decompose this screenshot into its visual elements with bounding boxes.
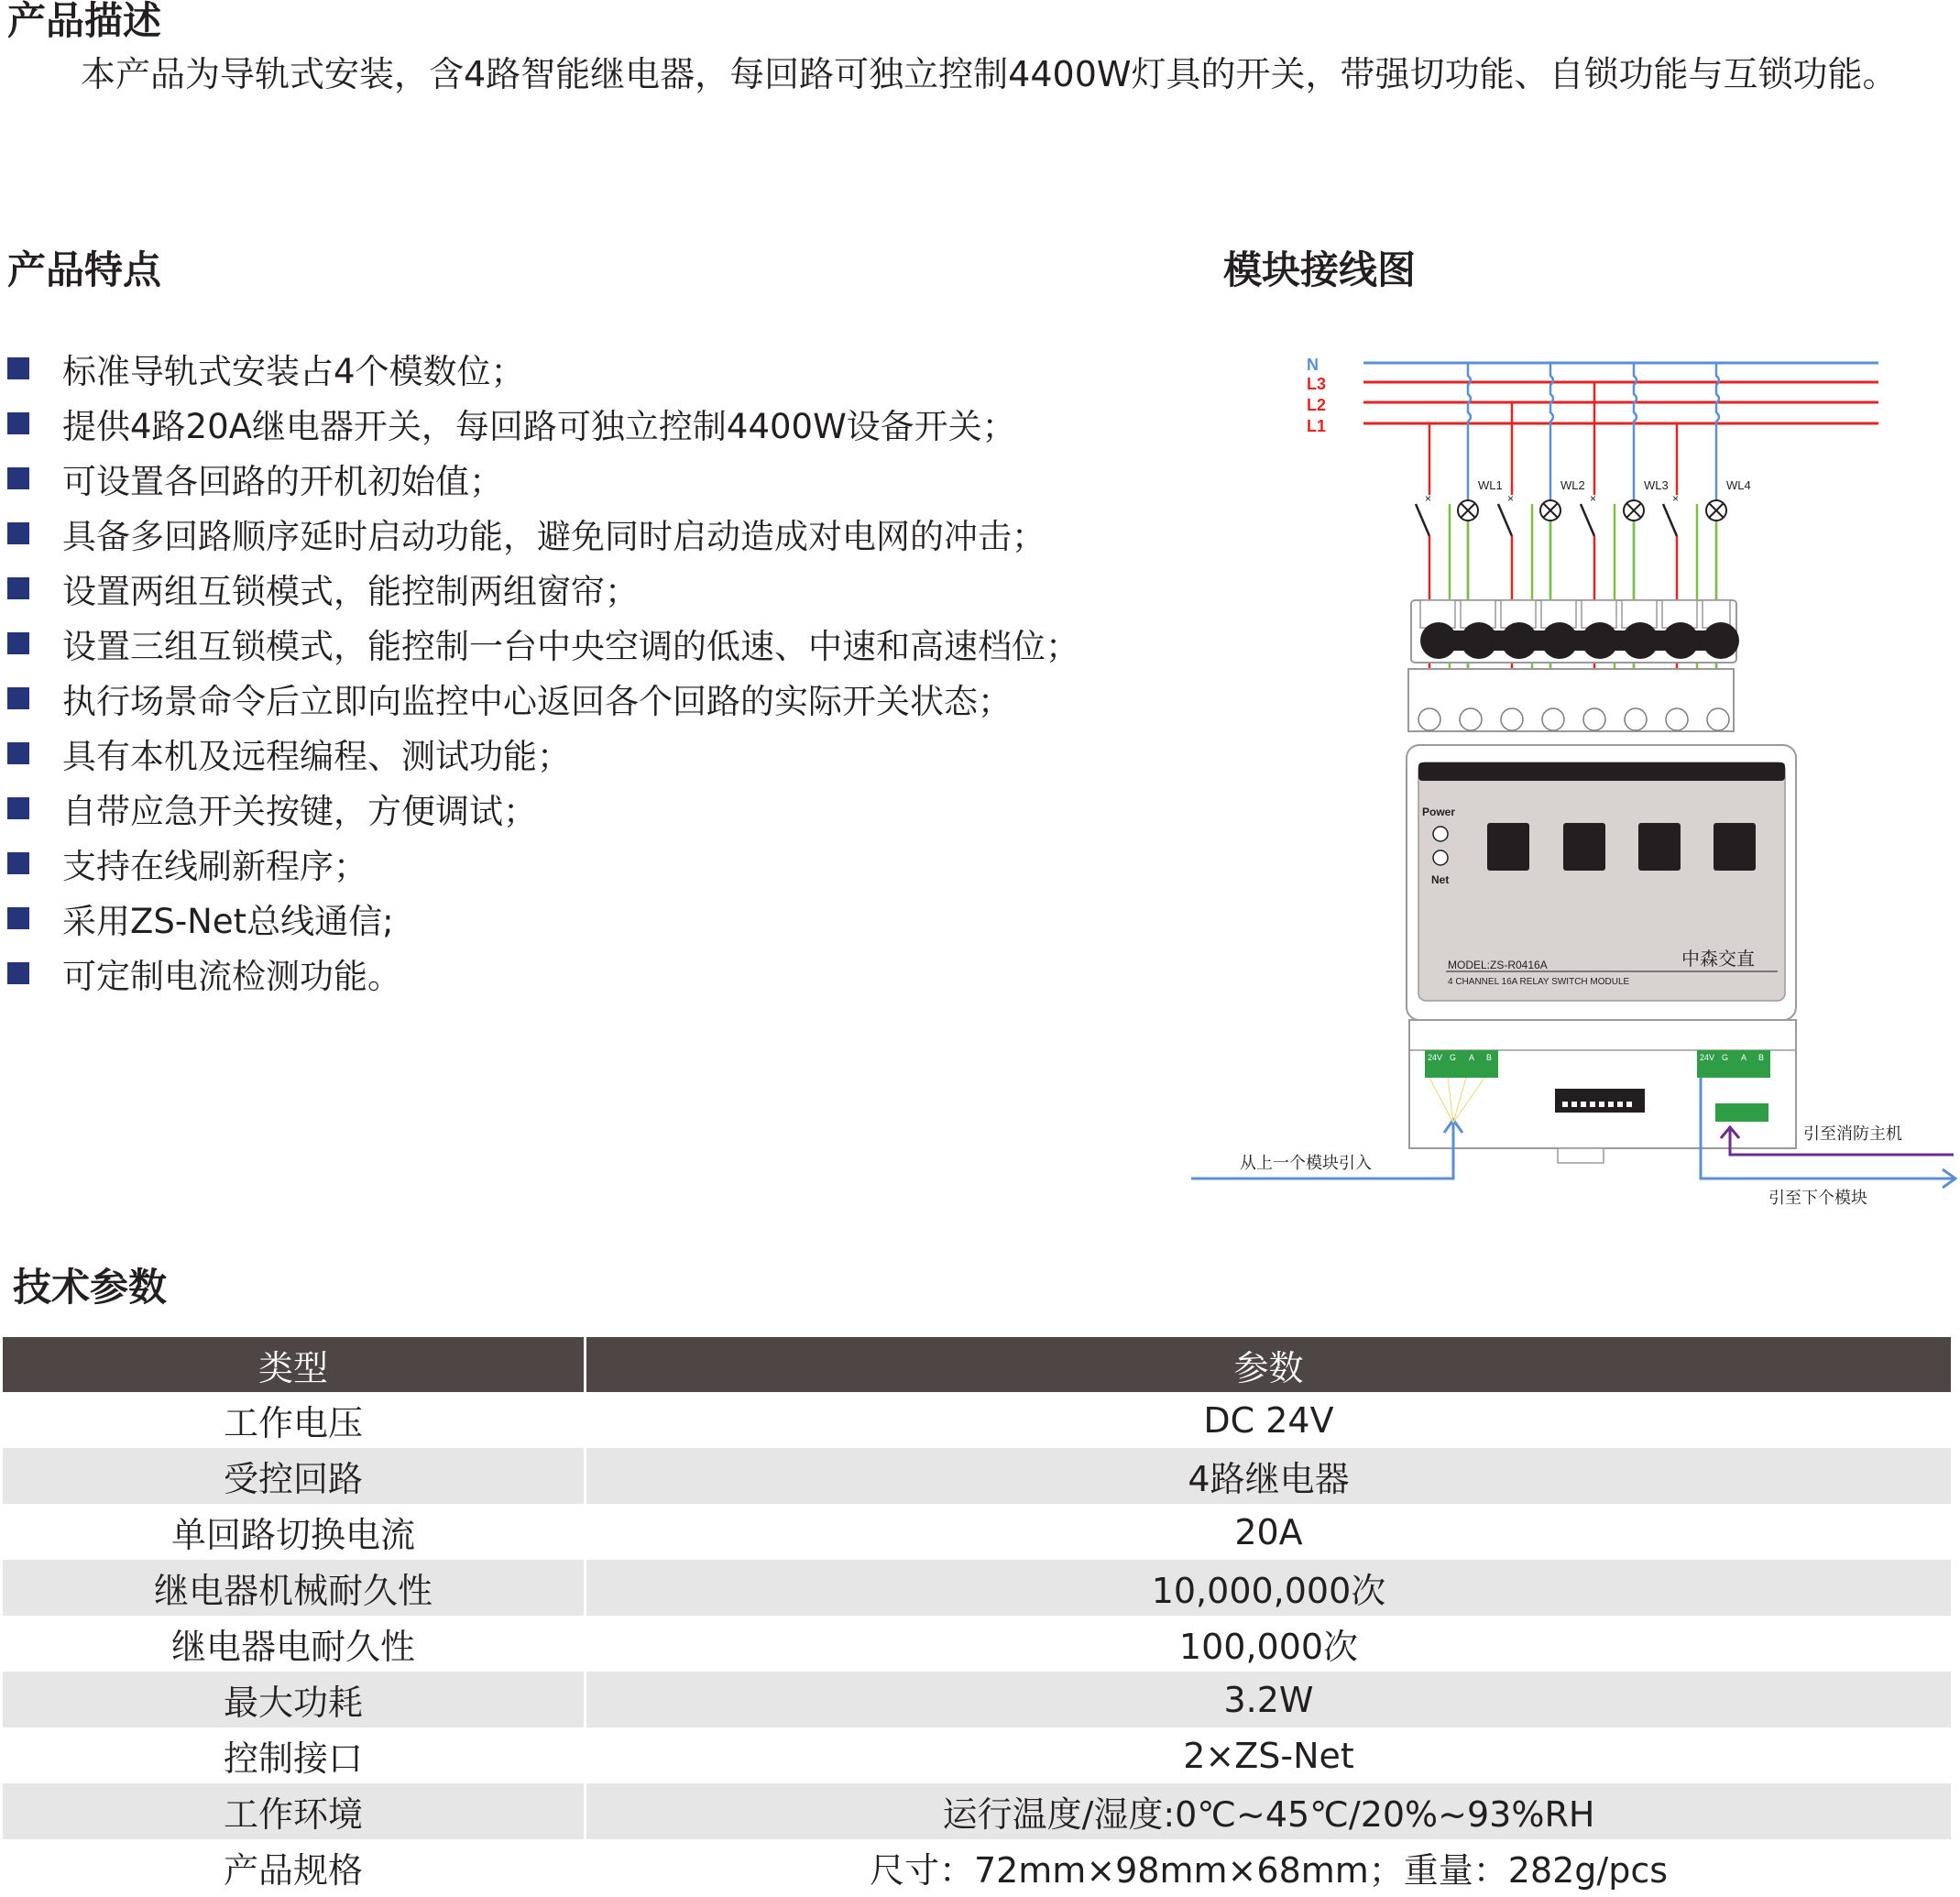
list-item <box>7 891 1079 946</box>
wiring-diagram <box>1191 339 1960 1210</box>
list-item <box>7 451 1079 506</box>
square-bullet-icon <box>7 412 29 434</box>
spec-value: 20A <box>1234 1511 1303 1552</box>
spec-value: DC 24V <box>1203 1399 1334 1441</box>
spec-value: 运行温度/湿度:0℃~45℃/20%~93%RH <box>586 1783 1952 1839</box>
spec-type: 最大功耗 <box>3 1672 586 1727</box>
spec-type: 工作环境 <box>3 1783 586 1839</box>
l2-label: L2 <box>1307 396 1327 414</box>
terminal-label-a: A <box>1741 1053 1747 1062</box>
table-row <box>3 1839 1951 1895</box>
terminal-label-b: B <box>1758 1053 1765 1062</box>
l3-label: L3 <box>1307 375 1327 393</box>
table-row <box>3 1448 1951 1504</box>
n-label: N <box>1307 356 1319 374</box>
feature-text: 设置三组互锁模式，能控制一台中央空调的低速、中速和高速档位； <box>62 627 1079 666</box>
feature-text: 具有本机及远程编程、测试功能； <box>62 737 571 776</box>
spec-value: 100,000次 <box>1178 1627 1359 1667</box>
list-item <box>7 781 1079 836</box>
feature-text: 提供4路20A继电器开关，每回路可独立控制4400W设备开关； <box>62 407 1016 446</box>
table-header-row <box>3 1337 1951 1392</box>
table-row <box>3 1727 1951 1783</box>
net-label: Net <box>1431 873 1450 886</box>
net-led-icon <box>1433 850 1448 865</box>
load-label-wl4: WL4 <box>1726 478 1751 492</box>
out-label: 引至下个模块 <box>1768 1189 1867 1207</box>
relay-module <box>1407 600 1796 1163</box>
square-bullet-icon <box>7 742 29 764</box>
spec-type: 产品规格 <box>3 1839 586 1895</box>
lamp-icon <box>1624 500 1644 521</box>
terminal-label-g: G <box>1450 1053 1457 1062</box>
list-item <box>7 946 1079 1001</box>
table-row <box>3 1560 1951 1616</box>
description-text: 本产品为导轨式安装，含4路智能继电器，每回路可独立控制4400W灯具的开关，带强切功能、自锁功能与互锁功能。 <box>81 54 1898 94</box>
svg-text:×: × <box>1672 492 1680 505</box>
square-bullet-icon <box>7 852 29 874</box>
supply-lines <box>1307 356 1878 435</box>
list-item <box>7 616 1079 671</box>
switch-icon <box>1498 504 1512 536</box>
svg-text:×: × <box>1590 492 1597 505</box>
square-bullet-icon <box>7 907 29 929</box>
model-label: MODEL:ZS-R0416A <box>1448 959 1548 971</box>
lamp-icon <box>1458 500 1478 521</box>
specs-title: 技术参数 <box>13 1265 168 1310</box>
spec-type: 单回路切换电流 <box>3 1504 586 1560</box>
feature-text: 可定制电流检测功能。 <box>62 957 401 996</box>
square-bullet-icon <box>7 962 29 984</box>
terminal-label-24v: 24V <box>1428 1053 1443 1062</box>
spec-value: 4路继电器 <box>586 1448 1952 1504</box>
feature-list <box>7 341 1079 1001</box>
spec-type: 控制接口 <box>3 1727 586 1783</box>
terminal-label-a: A <box>1469 1053 1475 1062</box>
wiring-title: 模块接线图 <box>1223 247 1417 292</box>
feature-text: 可设置各回路的开机初始值； <box>62 462 503 501</box>
table-row <box>3 1783 1951 1839</box>
list-item <box>7 506 1079 561</box>
feature-text: 标准导轨式安装占4个模数位； <box>62 352 525 391</box>
terminal-label-g: G <box>1722 1053 1729 1062</box>
spec-value: 2×ZS-Net <box>1183 1735 1354 1776</box>
load-label-wl3: WL3 <box>1644 478 1669 492</box>
feature-text: 自带应急开关按键，方便调试； <box>62 792 537 831</box>
feature-text: 采用ZS-Net总线通信; <box>62 902 394 941</box>
in-label: 从上一个模块引入 <box>1240 1154 1372 1172</box>
table-row <box>3 1392 1951 1448</box>
column-header: 参数 <box>586 1337 1952 1392</box>
switch-icon <box>1416 504 1429 536</box>
l1-label: L1 <box>1307 417 1327 435</box>
square-bullet-icon <box>7 632 29 654</box>
feature-text: 支持在线刷新程序； <box>62 847 367 886</box>
description-title: 产品描述 <box>7 0 162 43</box>
load-label-wl1: WL1 <box>1478 478 1503 492</box>
list-item <box>7 671 1079 726</box>
features-title: 产品特点 <box>7 247 162 292</box>
feature-text: 具备多回路顺序延时启动功能，避免同时启动造成对电网的冲击； <box>62 517 1046 556</box>
table-row <box>3 1504 1951 1560</box>
switch-icon <box>1663 504 1677 536</box>
svg-text:×: × <box>1507 492 1515 505</box>
square-bullet-icon <box>7 357 29 379</box>
relay-key-4 <box>1714 823 1756 871</box>
list-item <box>7 836 1079 891</box>
power-led-icon <box>1433 827 1448 841</box>
column-header: 类型 <box>3 1337 586 1392</box>
square-bullet-icon <box>7 577 29 599</box>
spec-type: 受控回路 <box>3 1448 586 1504</box>
lamp-icon <box>1706 500 1726 521</box>
fire-terminal <box>1715 1103 1768 1122</box>
spec-type: 继电器机械耐久性 <box>3 1560 586 1616</box>
load-label-wl2: WL2 <box>1560 478 1585 492</box>
spec-type: 工作电压 <box>3 1392 586 1448</box>
model-sub-label: 4 CHANNEL 16A RELAY SWITCH MODULE <box>1448 977 1630 987</box>
dip-switch <box>1555 1089 1645 1113</box>
feature-text: 执行场景命令后立即向监控中心返回各个回路的实际开关状态； <box>62 682 1012 721</box>
list-item <box>7 561 1079 616</box>
spec-value: 尺寸：72mm×98mm×68mm；重量：282g/pcs <box>869 1850 1669 1891</box>
square-bullet-icon <box>7 797 29 819</box>
spec-type: 继电器电耐久性 <box>3 1616 586 1672</box>
list-item <box>7 396 1079 451</box>
relay-key-2 <box>1563 823 1605 871</box>
fire-label: 引至消防主机 <box>1803 1124 1902 1143</box>
square-bullet-icon <box>7 522 29 544</box>
switch-icon <box>1581 504 1594 536</box>
table-row <box>3 1672 1951 1727</box>
brand-label: 中森交直 <box>1681 949 1755 970</box>
lamp-icon <box>1540 500 1560 521</box>
relay-key-3 <box>1638 823 1681 871</box>
terminal-label-24v: 24V <box>1700 1053 1715 1062</box>
terminal-label-b: B <box>1486 1053 1493 1062</box>
power-label: Power <box>1422 806 1456 818</box>
svg-text:×: × <box>1425 492 1432 505</box>
list-item <box>7 726 1079 781</box>
spec-value: 10,000,000次 <box>586 1560 1952 1616</box>
spec-table <box>3 1337 1951 1895</box>
spec-value: 3.2W <box>586 1672 1952 1727</box>
relay-key-1 <box>1487 823 1529 871</box>
table-row <box>3 1616 1951 1672</box>
square-bullet-icon <box>7 687 29 709</box>
square-bullet-icon <box>7 467 29 489</box>
list-item <box>7 341 1079 396</box>
feature-text: 设置两组互锁模式，能控制两组窗帘； <box>62 572 639 611</box>
